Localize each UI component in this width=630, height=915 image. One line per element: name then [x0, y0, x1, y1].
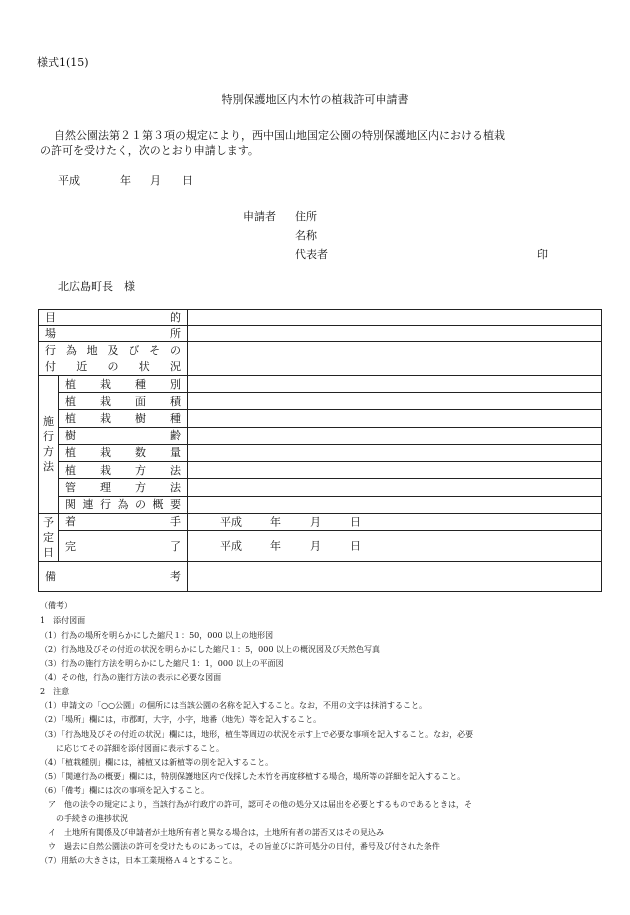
date-month: 月	[150, 174, 161, 187]
tree-age-label: 樹 齢	[65, 429, 181, 443]
applicant-address-label: 住所	[295, 210, 317, 223]
date-day: 日	[182, 174, 193, 187]
intro-line-2: の許可を受けたく，次のとおり申請します。	[40, 144, 259, 157]
end-date-day: 日	[350, 539, 361, 553]
caution-item: の手続きの進捗状況	[40, 814, 128, 823]
remarks-label: 備 考	[45, 570, 181, 584]
caution-item: イ 土地所有関係及び申請者が土地所有者と異なる場合は，土地所有者の諾否又はその見込み	[40, 828, 384, 837]
method-row-label-cell	[59, 496, 188, 513]
remarks-value-cell[interactable]	[188, 562, 602, 592]
start-date-era: 平成	[220, 515, 242, 529]
purpose-value-cell[interactable]	[188, 310, 602, 326]
end-date-cell[interactable]	[188, 531, 602, 562]
tree-species-value-cell[interactable]	[188, 410, 602, 427]
caution-item: （1）申請文の「○○公園」の個所には当該公園の名称を記入すること。なお，不用の文字は抹消すること。	[40, 701, 428, 710]
site-status-value-cell[interactable]	[188, 342, 602, 375]
start-date-month: 月	[310, 515, 321, 529]
seal-mark: 印	[537, 248, 548, 261]
end-date-year: 年	[270, 539, 281, 553]
planting-method-value-cell[interactable]	[188, 462, 602, 479]
method-row-label-cell	[59, 479, 188, 496]
end-date-era: 平成	[220, 539, 242, 553]
addressee: 北広島町長 様	[58, 280, 135, 293]
end-label-cell	[59, 531, 188, 562]
related-activity-value-cell[interactable]	[188, 496, 602, 513]
tree-species-label: 植 栽 樹 種	[65, 411, 181, 425]
planting-method-label: 植 栽 方 法	[65, 463, 181, 477]
place-label-cell	[39, 326, 188, 342]
start-date-year: 年	[270, 515, 281, 529]
site-status-label-line-1: 行 為 地 及 び そ の	[45, 343, 181, 357]
attachment-item: （1）行為の場所を明らかにした縮尺１：50，000 以上の地形図	[40, 631, 274, 640]
caution-item: に応じてその詳細を添付図面に表示すること。	[40, 744, 224, 753]
caution-item: （4）「植栽種別」欄には，補植又は新植等の別を記入すること。	[40, 758, 274, 767]
purpose-label-cell	[39, 310, 188, 326]
form-code: 様式1(15)	[37, 56, 89, 69]
schedule-group-label: 予 定 日	[39, 513, 59, 562]
notes-section-1: 1 添付図面	[40, 616, 86, 625]
applicant-name-label: 名称	[295, 229, 317, 242]
start-date-cell[interactable]	[188, 513, 602, 530]
applicant-label: 申請者	[243, 210, 276, 223]
caution-item: ウ 過去に自然公園法の許可を受けたものにあっては，その旨並びに許可処分の日付，番号及び付された条件	[40, 842, 440, 851]
site-status-label-line-2: 付 近 の 状 況	[45, 359, 181, 373]
caution-item: （5）「関連行為の概要」欄には，特別保護地区内で伐採した木竹を再度移植する場合，場所等の詳細を記入すること。	[40, 772, 466, 781]
start-label-cell	[59, 513, 188, 530]
caution-item: ア 他の法令の規定により，当該行為が行政庁の許可，認可その他の処分又は届出を必要とするものであるときは，そ	[40, 800, 472, 809]
document-title: 特別保護地区内木竹の植栽許可申請書	[221, 93, 409, 106]
related-activity-label: 関 連 行 為 の 概 要	[65, 498, 181, 512]
method-row-label-cell	[59, 375, 188, 392]
attachment-item: （3）行為の施行方法を明らかにした縮尺 1：1，000 以上の平面図	[40, 659, 284, 668]
start-label: 着 手	[65, 515, 181, 529]
start-date-day: 日	[350, 515, 361, 529]
method-row-label-cell	[59, 393, 188, 410]
method-row-label-cell	[59, 410, 188, 427]
planting-quantity-value-cell[interactable]	[188, 444, 602, 461]
intro-line-1: 自然公園法第２１第３項の規定により，西中国山地国定公園の特別保護地区内における植栽	[54, 129, 505, 142]
caution-item: （6）「備考」欄には次の事項を記入すること。	[40, 786, 210, 795]
caution-item: （3）「行為地及びその付近の状況」欄には，地形，植生等周辺の状況を示す上で必要な事項を記入すること。なお，必要	[40, 730, 474, 739]
place-label: 場 所	[45, 327, 181, 341]
planting-type-value-cell[interactable]	[188, 375, 602, 392]
purpose-label: 目 的	[45, 311, 181, 325]
method-group-label: 施 行 方 法	[39, 375, 59, 513]
date-year: 年	[120, 174, 131, 187]
end-label: 完 了	[65, 539, 181, 553]
applicant-representative-label: 代表者	[295, 248, 328, 261]
method-row-label-cell	[59, 427, 188, 444]
place-value-cell[interactable]	[188, 326, 602, 342]
caution-item: （2）「場所」欄には，市郡町，大字，小字，地番（地先）等を記入すること。	[40, 715, 322, 724]
planting-type-label: 植 栽 種 別	[65, 377, 181, 391]
management-method-value-cell[interactable]	[188, 479, 602, 496]
notes-heading: （備考）	[40, 601, 72, 610]
management-method-label: 管 理 方 法	[65, 480, 181, 494]
planting-area-label: 植 栽 面 積	[65, 394, 181, 408]
attachment-item: （4）その他，行為の施行方法の表示に必要な図面	[40, 673, 222, 682]
site-status-label-cell	[39, 342, 188, 375]
planting-area-value-cell[interactable]	[188, 393, 602, 410]
attachment-item: （2）行為地及びその付近の状況を明らかにした縮尺１：5，000 以上の概況図及び天然色写真	[40, 645, 380, 654]
caution-item: （7）用紙の大きさは，日本工業規格Ａ４とすること。	[40, 856, 238, 865]
application-form-table	[38, 309, 602, 592]
notes-section-2: 2 注意	[40, 687, 70, 696]
end-date-month: 月	[310, 539, 321, 553]
method-row-label-cell	[59, 444, 188, 461]
planting-quantity-label: 植 栽 数 量	[65, 446, 181, 460]
remarks-label-cell	[39, 562, 188, 592]
method-row-label-cell	[59, 462, 188, 479]
tree-age-value-cell[interactable]	[188, 427, 602, 444]
date-era: 平成	[58, 174, 80, 187]
